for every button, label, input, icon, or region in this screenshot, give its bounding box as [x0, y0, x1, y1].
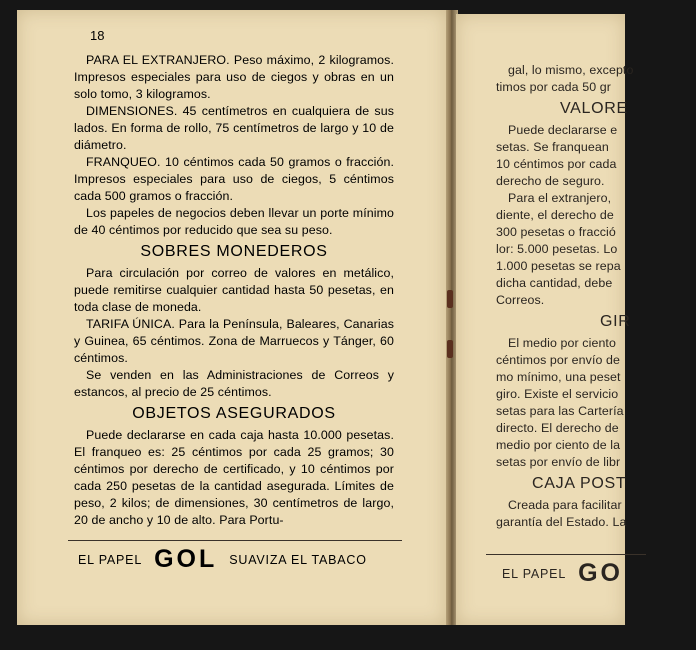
right-line: 10 céntimos por cada — [496, 157, 617, 171]
footer-divider — [486, 554, 646, 555]
right-line: Correos. — [496, 293, 545, 307]
paragraph-papeles-negocios: Los papeles de negocios deben llevar un porte mínimo de 40 céntimos por reducido que sea su peso. — [74, 206, 394, 237]
heading-caja-postal: CAJA POST — [532, 475, 627, 492]
right-line: setas para las Cartería — [496, 404, 624, 418]
right-line: directo. El derecho de — [496, 421, 619, 435]
right-line: garantía del Estado. La — [496, 515, 627, 529]
right-line: giro. Existe el servicio — [496, 387, 619, 401]
right-page-clip — [456, 14, 634, 625]
right-line: setas por envío de libr — [496, 455, 621, 469]
binding-staple — [447, 290, 453, 308]
right-line: medio por ciento de la — [496, 438, 621, 452]
right-line: Puede declararse e — [508, 123, 618, 137]
paragraph-se-venden: Se venden en las Administraciones de Correos y estancos, al precio de 25 céntimos. — [74, 368, 394, 399]
right-line: Para el extranjero, — [508, 191, 612, 205]
heading-valores: VALORE — [560, 100, 628, 117]
right-line: timos por cada 50 gr — [496, 80, 611, 94]
paragraph-declararse: Puede declararse en cada caja hasta 10.000 pesetas. El franqueo es: 25 céntimos por cada 25 gramos; 30 céntimos por derecho de certificado, y 10 céntimos por cada 250 pesetas de la cantidad asegurada. Límites de peso, 2 kilos; de dimensiones, 30 centímetros de largo, 20 de ancho y 10 de alto. Para Portu- — [74, 428, 394, 527]
paragraph-tarifa-unica: TARIFA ÚNICA. Para la Península, Baleares, Canarias y Guinea, 65 céntimos. Zona de Marruecos y Tánger, 60 céntimos. — [74, 317, 394, 365]
paragraph-circulacion: Para circulación por correo de valores en metálico, puede remitirse cualquier cantidad hasta 50 pesetas, en toda clase de moneda. — [74, 266, 394, 314]
binding-staple — [447, 340, 453, 358]
right-line: setas. Se franquean — [496, 140, 609, 154]
right-line: céntimos por envío de — [496, 353, 621, 367]
paragraph-franqueo: FRANQUEO. 10 céntimos cada 50 gramos o fracción. Impresos especiales para uso de ciegos, 5 céntimos cada 500 gramos o fracción. — [74, 155, 394, 203]
right-line: 300 pesetas o fracció — [496, 225, 616, 239]
advert-footer-right — [502, 559, 635, 588]
footer-brand: GO — [578, 559, 623, 587]
footer-pre-text: EL PAPEL — [78, 552, 143, 567]
advert-footer — [78, 545, 367, 574]
right-line: derecho de seguro. — [496, 174, 605, 188]
footer-pre-text: EL PAPEL — [502, 566, 567, 581]
footer-divider — [68, 540, 402, 541]
footer-post-text: SUAVIZA EL TABACO — [229, 552, 367, 567]
right-line: El medio por ciento — [508, 336, 616, 350]
left-page-text — [74, 52, 394, 529]
right-line: dicha cantidad, debe — [496, 276, 613, 290]
heading-sobres-monederos: SOBRES MONEDEROS — [140, 243, 328, 260]
paragraph-extranjero: PARA EL EXTRANJERO. Peso máximo, 2 kilogramos. Impresos especiales para uso de ciegos y obras en un solo tomo, 3 kilogramos. — [74, 53, 394, 101]
heading-giros: GIR — [600, 313, 631, 330]
right-line: mo mínimo, una peset — [496, 370, 621, 384]
footer-brand: GOL — [154, 545, 218, 573]
right-line: 1.000 pesetas se repa — [496, 259, 621, 273]
right-line: Creada para facilitar — [508, 498, 622, 512]
page-number: 18 — [90, 28, 105, 43]
right-line: gal, lo mismo, excepto — [508, 63, 634, 77]
heading-objetos-asegurados: OBJETOS ASEGURADOS — [132, 405, 336, 422]
right-line: lor: 5.000 pesetas. Lo — [496, 242, 618, 256]
right-line: diente, el derecho de — [496, 208, 614, 222]
paragraph-dimensiones: DIMENSIONES. 45 centímetros en cualquiera de sus lados. En forma de rollo, 75 centímetros de largo y 10 de diámetro. — [74, 104, 394, 152]
right-page-text — [496, 62, 696, 531]
